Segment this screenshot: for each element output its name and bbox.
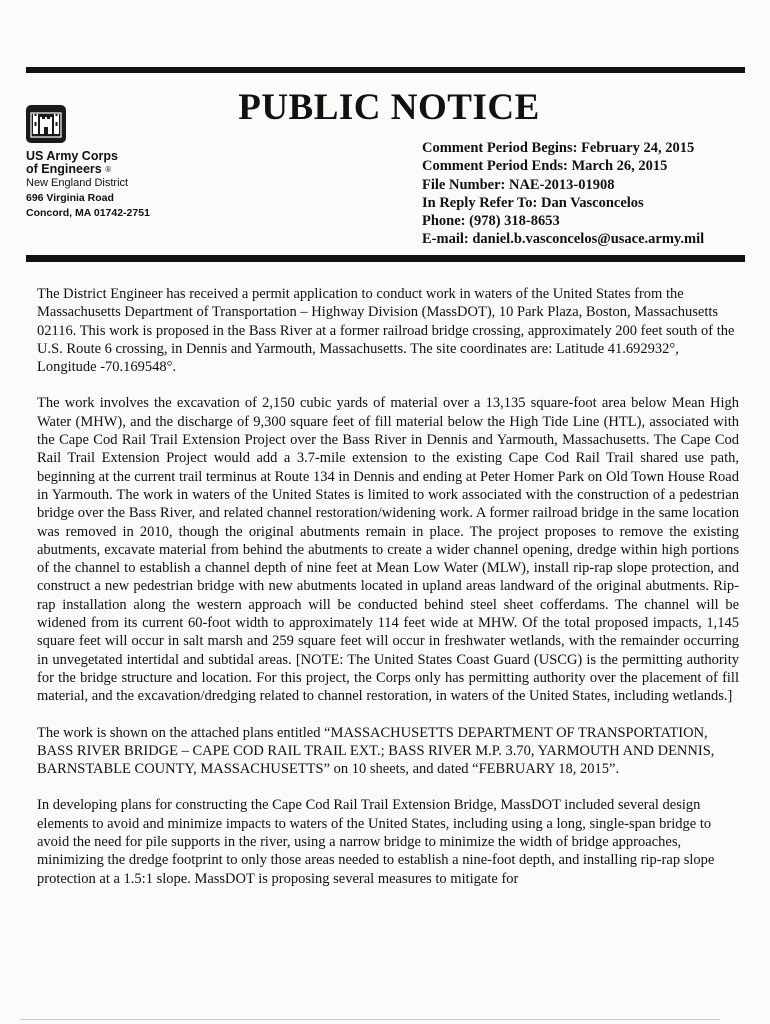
agency-address-line2: Concord, MA 01742-2751 [26,207,150,219]
info-value: daniel.b.vasconcelos@usace.army.mil [472,231,705,248]
info-value: February 24, 2015 [581,140,695,156]
agency-address-line1: 696 Virginia Road [26,192,114,204]
agency-name-line2-text: of Engineers [26,162,102,176]
agency-name-line1: US Army Corps [26,149,118,163]
info-label: In Reply Refer To: [422,194,538,211]
info-label: Phone: [422,213,466,230]
info-label: E-mail: [422,231,469,248]
agency-name-line2 [26,163,150,176]
info-phone [422,212,704,230]
info-value: (978) 318-8653 [469,213,560,230]
info-file-number [422,176,704,194]
agency-block [26,150,150,221]
page-title: PUBLIC NOTICE [238,87,540,128]
info-label: Comment Period Ends: [422,158,568,175]
info-label: Comment Period Begins: [422,140,578,156]
bottom-rule [20,1019,720,1020]
info-label: File Number: [422,176,506,193]
info-comment-ends [422,157,704,175]
info-email [422,230,704,248]
info-value: NAE-2013-01908 [508,176,615,193]
notice-body [37,285,739,888]
notice-info-block [422,139,704,249]
paragraph-work-description: The work involves the excavation of 2,150 cubic yards of material over a 13,135 square-foot area below Mean High Water (MHW), and the discharge of 9,300 square feet of fill material below the High Tide Line (HTL), associated with the Cape Cod Rail Trail Extension Project over the Bass River in Dennis and Yarmouth, Massachusetts. The Cape Cod Rail Trail Extension Project would add a 3.7-mile extension to the existing Cape Cod Rail Trail shared use path, beginning at the current trail terminus at Route 134 in Dennis and ending at Peter Homer Park on Old Town House Road in Yarmouth. The work in waters of the United States is limited to work associated with the construction of a pedestrian bridge over the Bass River, and related channel restoration/widening work. A former railroad bridge in the same location was removed in 2010, though the original abutments remain in place. The project proposes to remove the existing abutments, excavate material from behind the abutments to create a wider channel opening, dredge within high portions of the channel to establish a channel depth of nine feet at Mean Low Water (MLW), install rip-rap slope protection, and construct a new pedestrian bridge with new abutments located in upland areas landward of the original abutments. Rip-rap installation along the western approach will be conducted behind steel sheet cofferdams. The channel will be widened from its current 60-foot width to approximately 114 feet wide at MHW. Of the total proposed impacts, 1,145 square feet will occur in salt marsh and 259 square feet will occur in freshwater wetlands, with the remainder occurring in unvegetated intertidal and subtidal areas. [NOTE: The United States Coast Guard (USCG) is the permitting authority for the bridge structure and location. For this project, the Corps only has permitting authority over the placement of fill material, and the excavation/dredging related to channel restoration, in waters of the United States, including wetlands.] [37,395,739,705]
paragraph-application: The District Engineer has received a permit application to conduct work in waters of the United States from the Massachusetts Department of Transportation – Highway Division (MassDOT), 10 Park Plaza, Boston, Massachusetts 02116. This work is proposed in the Bass River at a former railroad bridge crossing, approximately 200 feet south of the U.S. Route 6 crossing, in Dennis and Yarmouth, Massachusetts. The site coordinates are: Latitude 41.692932°, Longitude -70.169548°. [37,286,735,376]
paragraph-plans: The work is shown on the attached plans entitled “MASSACHUSETTS DEPARTMENT OF TRANSPORTATION, BASS RIVER BRIDGE – CAPE COD RAIL TRAIL EXT.; BASS RIVER M.P. 3.70, YARMOUTH AND DENNIS, BARNSTABLE COUNTY, MASSACHUSETTS” on 10 sheets, and dated “FEBRUARY 18, 2015”. [37,724,715,778]
header-divider [26,255,745,262]
top-rule [26,67,745,73]
info-value: Dan Vasconcelos [540,194,644,211]
info-reply-to [422,194,704,212]
paragraph-design: In developing plans for constructing the Cape Cod Rail Trail Extension Bridge, MassDOT included several design elements to avoid and minimize impacts to waters of the United States, including using a long, single-span bridge to avoid the need for pile supports in the river, using a narrow bridge to minimize the width of bridge approaches, minimizing the dredge footprint to only those areas needed to establish a nine-foot depth, and installing rip-rap slope protection at a 1.5:1 slope. MassDOT is proposing several measures to mitigate for [37,797,715,887]
agency-district: New England District [26,177,129,189]
registered-mark: ® [105,165,112,174]
info-comment-begins [422,139,704,157]
info-value: March 26, 2015 [571,158,668,175]
